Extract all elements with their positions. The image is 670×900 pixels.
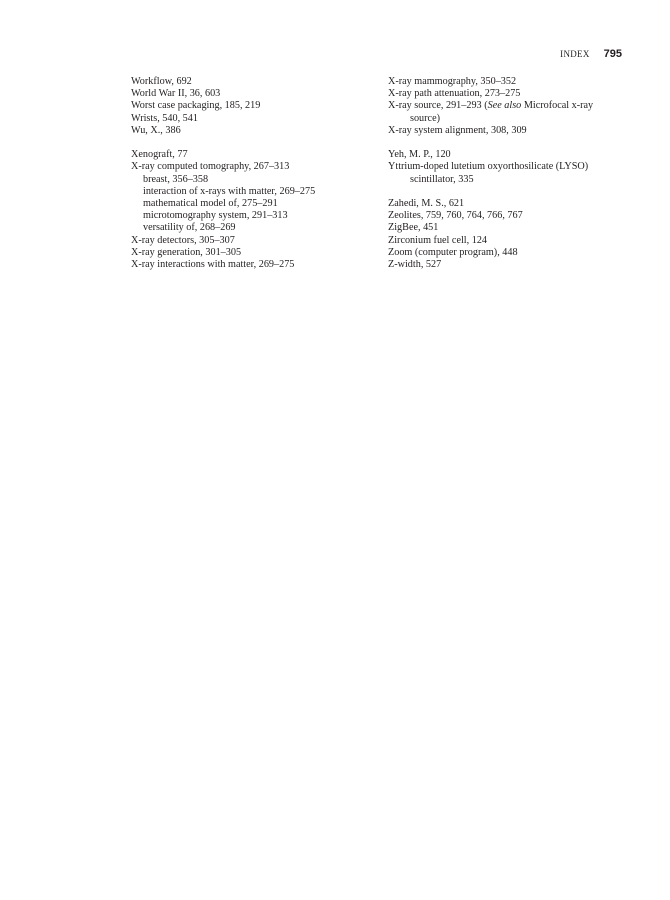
index-column-left (131, 76, 371, 283)
index-entry: X-ray detectors, 305–307 (131, 234, 235, 246)
index-subentry: versatility of, 268–269 (143, 222, 236, 234)
index-entry-continuation: source) (410, 112, 440, 124)
index-group-y (388, 149, 628, 186)
index-subentry: interaction of x-rays with matter, 269–275 (143, 185, 316, 197)
index-entry: X-ray generation, 301–305 (131, 246, 242, 258)
index-entry: Zahedi, M. S., 621 (388, 198, 465, 209)
index-entry: Zirconium fuel cell, 124 (388, 234, 488, 246)
index-column-right (388, 76, 628, 283)
index-entry: X-ray path attenuation, 273–275 (388, 88, 521, 100)
index-entry: Wu, X., 386 (131, 124, 181, 136)
index-entry: X-ray computed tomography, 267–313 (131, 161, 290, 173)
index-entry: Xenograft, 77 (131, 149, 188, 161)
running-head: INDEX (560, 49, 590, 59)
index-entry: X-ray mammography, 350–352 (388, 76, 517, 87)
index-entry: X-ray system alignment, 308, 309 (388, 124, 527, 136)
index-entry: Yeh, M. P., 120 (388, 149, 451, 161)
index-entry: ZigBee, 451 (388, 222, 439, 234)
index-group-x (131, 149, 371, 271)
index-group-z (388, 198, 628, 271)
index-entry-xray-source (388, 100, 628, 112)
index-entry: X-ray interactions with matter, 269–275 (131, 259, 295, 271)
index-entry: Z-width, 527 (388, 259, 442, 271)
index-entry: World War II, 36, 603 (131, 88, 221, 100)
index-subentry: mathematical model of, 275–291 (143, 198, 278, 210)
index-entry: Zeolites, 759, 760, 764, 766, 767 (388, 210, 523, 222)
index-entry: Yttrium-doped lutetium oxyorthosilicate (LYSO) (388, 161, 589, 173)
page-header (560, 48, 622, 60)
entry-main-text: X-ray source, 291–293 ( (388, 100, 488, 112)
index-entry: Zoom (computer program), 448 (388, 246, 518, 258)
index-subentry: breast, 356–358 (143, 173, 209, 185)
index-entry: Wrists, 540, 541 (131, 112, 198, 124)
index-entry-continuation: scintillator, 335 (410, 173, 474, 185)
index-entry: Workflow, 692 (131, 76, 192, 87)
index-entry: Worst case packaging, 185, 219 (131, 100, 261, 112)
page-number: 795 (603, 48, 622, 60)
see-also-text: See also (487, 100, 522, 112)
index-group-w (131, 76, 371, 137)
entry-rest-text: Microfocal x-ray (521, 100, 594, 112)
index-group-x-continued (388, 76, 628, 137)
index-subentry: microtomography system, 291–313 (143, 210, 288, 222)
